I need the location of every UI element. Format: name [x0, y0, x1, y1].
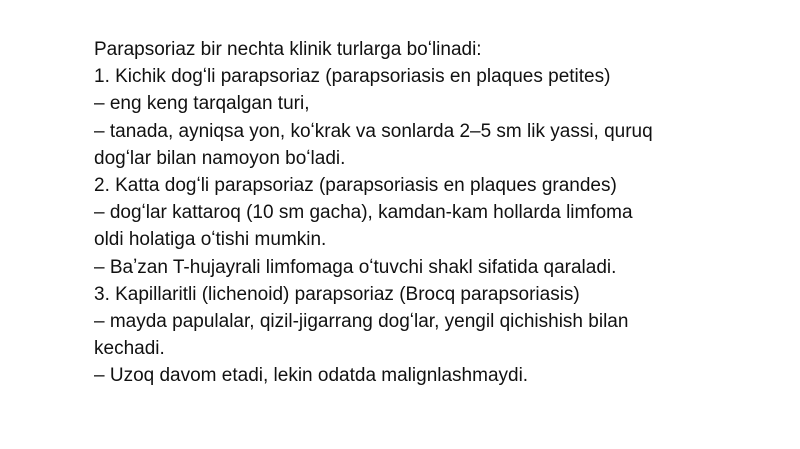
type-2-detail-2: – Baʼzan T-hujayrali limfomaga oʻtuvchi shakl sifatida qaraladi. — [94, 256, 617, 278]
intro-line: Parapsoriaz bir nechta klinik turlarga boʻlinadi: — [94, 39, 482, 60]
type-2-detail-1-continued: oldi holatiga oʻtishi mumkin. — [94, 229, 327, 251]
type-3-detail-1: – mayda papulalar, qizil-jigarrang dogʻlar, yengil qichishish bilan — [94, 311, 629, 333]
type-1-heading: 1. Kichik dogʻli parapsoriaz (parapsoriasis en plaques petites) — [94, 66, 611, 88]
type-2-heading: 2. Katta dogʻli parapsoriaz (parapsoriasis en plaques grandes) — [94, 175, 617, 197]
type-1-detail-2: – tanada, ayniqsa yon, koʻkrak va sonlarda 2–5 sm lik yassi, quruq — [94, 120, 653, 142]
type-1-detail-2-continued: dogʻlar bilan namoyon boʻladi. — [94, 147, 346, 169]
type-2-detail-1: – dogʻlar kattaroq (10 sm gacha), kamdan-kam hollarda limfoma — [94, 202, 633, 224]
slide-body-text — [94, 36, 784, 390]
type-3-detail-1-continued: kechadi. — [94, 338, 165, 360]
type-1-detail-1: – eng keng tarqalgan turi, — [94, 93, 310, 115]
type-3-heading: 3. Kapillaritli (lichenoid) parapsoriaz (Brocq parapsoriasis) — [94, 283, 580, 305]
type-3-detail-2: – Uzoq davom etadi, lekin odatda malignlashmaydi. — [94, 365, 529, 387]
